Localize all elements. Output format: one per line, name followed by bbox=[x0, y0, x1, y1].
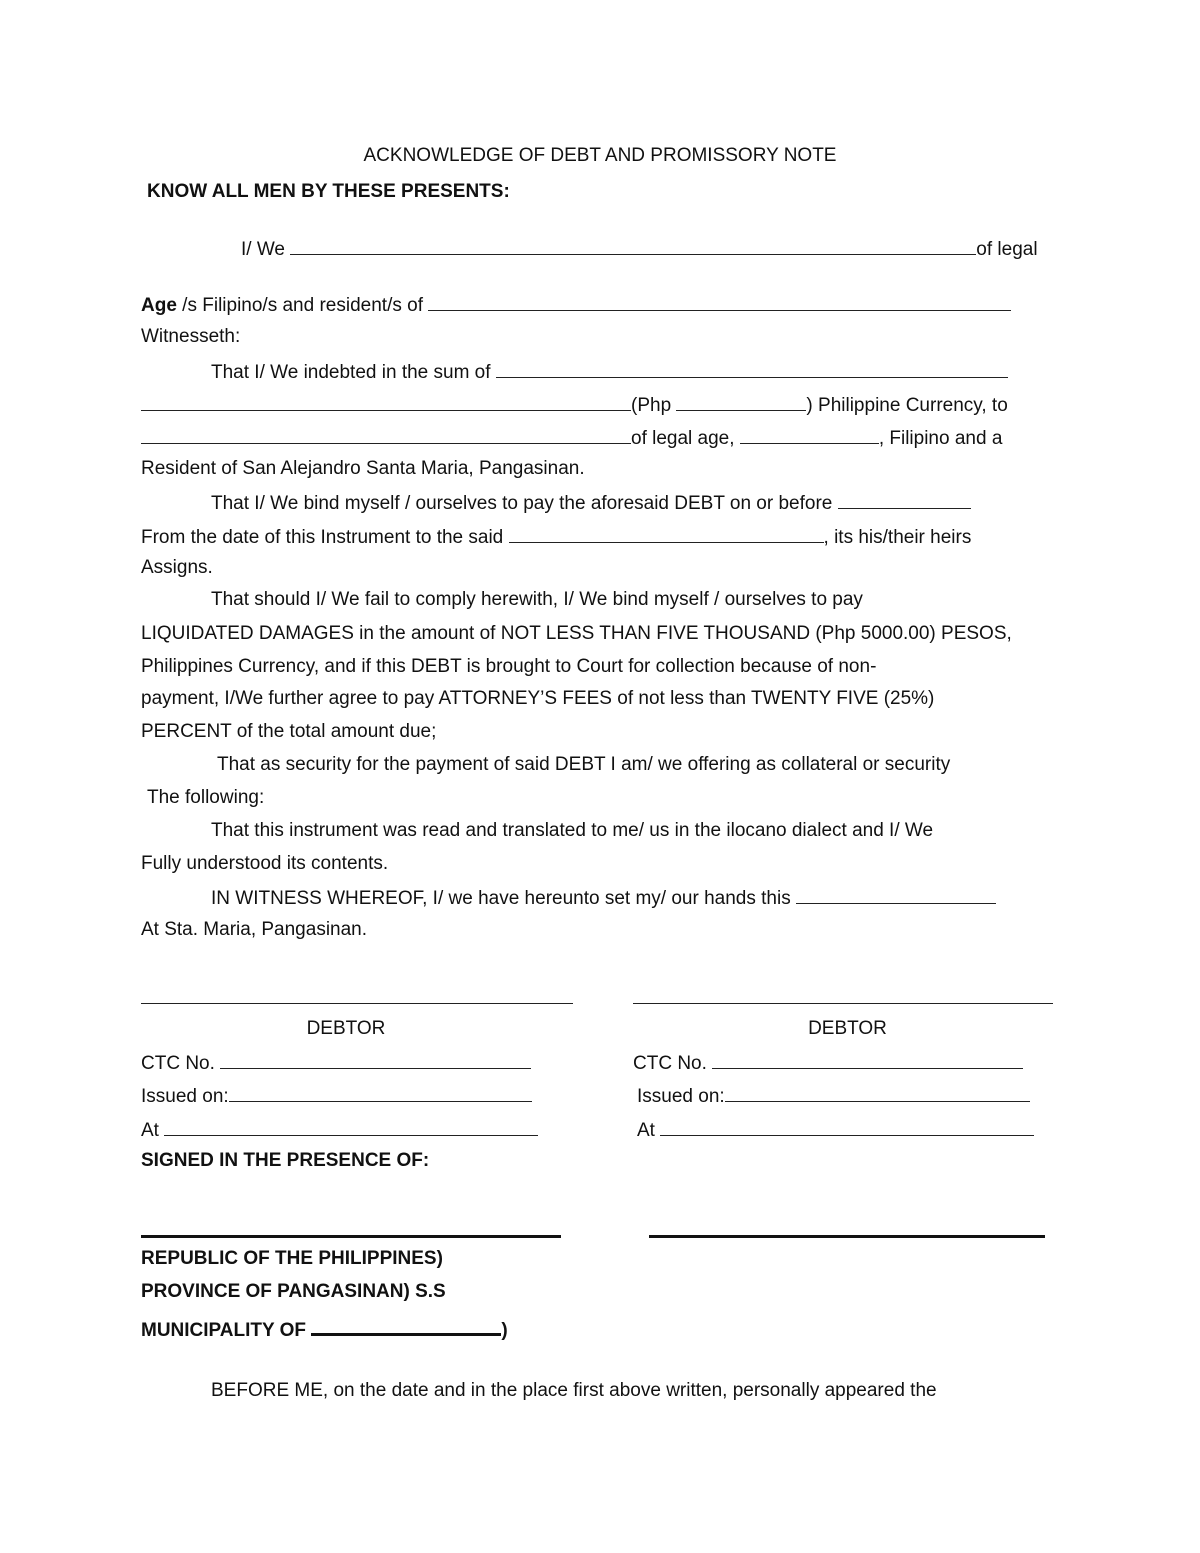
debtor-right-label: DEBTOR bbox=[808, 1018, 887, 1039]
issued-left-blank bbox=[229, 1084, 532, 1102]
creditor-blank bbox=[509, 525, 824, 543]
signed-presence-heading: SIGNED IN THE PRESENCE OF: bbox=[141, 1150, 430, 1171]
fail-para-line-1: That should I/ We fail to comply herewith, I/ We bind myself / ourselves to pay bbox=[211, 589, 863, 610]
fail-para-line-2: LIQUIDATED DAMAGES in the amount of NOT LESS THAN FIVE THOUSAND (Php 5000.00) PESOS, bbox=[141, 623, 1012, 644]
ctc-right-label: CTC No. bbox=[633, 1053, 707, 1074]
fail-para-line-4: payment, I/We further agree to pay ATTORNEY’S FEES of not less than TWENTY FIVE (25%) bbox=[141, 688, 935, 709]
municipality-end: ) bbox=[501, 1320, 508, 1341]
debtor-left-issued bbox=[141, 1084, 532, 1106]
php-label: (Php bbox=[631, 395, 672, 416]
witness-date-blank bbox=[796, 886, 996, 904]
witness-line bbox=[211, 886, 996, 908]
municipality-line bbox=[141, 1316, 508, 1340]
amount-words-blank bbox=[141, 393, 631, 411]
debtor-left-at bbox=[141, 1118, 538, 1140]
at-right-label: At bbox=[637, 1120, 655, 1141]
names-suffix: of legal bbox=[976, 239, 1038, 260]
debtor-right-signature-line bbox=[633, 1003, 1053, 1004]
witness-left-signature-line bbox=[141, 1235, 561, 1238]
security-para-line-2: The following: bbox=[147, 787, 265, 808]
currency-text: ) Philippine Currency, to bbox=[806, 395, 1008, 416]
names-line bbox=[241, 237, 1038, 259]
due-date-blank bbox=[838, 491, 971, 509]
names-blank bbox=[290, 237, 976, 255]
issued-right-label: Issued on: bbox=[637, 1086, 725, 1107]
bind-line bbox=[211, 491, 971, 513]
debtor-left-signature-line bbox=[141, 1003, 573, 1004]
filipino-text: , Filipino and a bbox=[878, 428, 1003, 449]
ctc-left-blank bbox=[220, 1051, 531, 1069]
debtor-left-ctc bbox=[141, 1051, 531, 1073]
fail-para-line-3: Philippines Currency, and if this DEBT is brought to Court for collection because of non- bbox=[141, 656, 877, 677]
debtor-right-issued bbox=[637, 1084, 1030, 1106]
from-text: From the date of this Instrument to the said bbox=[141, 527, 504, 548]
at-left-label: At bbox=[141, 1120, 159, 1141]
ctc-right-blank bbox=[712, 1051, 1023, 1069]
residence-line bbox=[141, 293, 1011, 315]
debtor-right-at bbox=[637, 1118, 1034, 1140]
names-prefix: I/ We bbox=[241, 239, 285, 260]
creditor-name-blank bbox=[141, 426, 631, 444]
assigns-line: Assigns. bbox=[141, 557, 213, 578]
legal-age-text: of legal age, bbox=[631, 428, 735, 449]
sum-blank bbox=[496, 360, 1008, 378]
security-para-line-1: That as security for the payment of said DEBT I am/ we offering as collateral or security bbox=[217, 754, 951, 775]
residence-text: /s Filipino/s and resident/s of bbox=[176, 295, 423, 316]
issued-left-label: Issued on: bbox=[141, 1086, 229, 1107]
php-line bbox=[141, 393, 1008, 415]
witnesseth-label: Witnesseth: bbox=[141, 326, 241, 347]
from-line bbox=[141, 525, 971, 547]
witness-text: IN WITNESS WHEREOF, I/ we have hereunto set my/ our hands this bbox=[211, 888, 791, 909]
php-amount-blank bbox=[676, 393, 806, 411]
sum-line bbox=[211, 360, 1008, 382]
residence-blank bbox=[428, 293, 1011, 311]
place-line: At Sta. Maria, Pangasinan. bbox=[141, 919, 368, 940]
municipality-blank bbox=[311, 1316, 501, 1336]
ctc-left-label: CTC No. bbox=[141, 1053, 215, 1074]
issued-right-blank bbox=[725, 1084, 1030, 1102]
sum-text: That I/ We indebted in the sum of bbox=[211, 362, 491, 383]
opening-line: KNOW ALL MEN BY THESE PRESENTS: bbox=[147, 181, 510, 202]
translated-para-line-1: That this instrument was read and translated to me/ us in the ilocano dialect and I/ We bbox=[211, 820, 934, 841]
before-me-line: BEFORE ME, on the date and in the place first above written, personally appeared the bbox=[211, 1380, 937, 1401]
republic-line: REPUBLIC OF THE PHILIPPINES) bbox=[141, 1248, 443, 1269]
witness-right-signature-line bbox=[649, 1235, 1045, 1238]
at-left-blank bbox=[164, 1118, 538, 1136]
age-label: Age bbox=[141, 295, 177, 316]
civil-status-blank bbox=[740, 426, 879, 444]
creditor-line bbox=[141, 426, 1002, 448]
debtor-left-label: DEBTOR bbox=[306, 1018, 386, 1039]
fail-para-line-5: PERCENT of the total amount due; bbox=[141, 721, 437, 742]
translated-para-line-2: Fully understood its contents. bbox=[141, 853, 389, 874]
at-right-blank bbox=[660, 1118, 1034, 1136]
resident-line: Resident of San Alejandro Santa Maria, Pangasinan. bbox=[141, 458, 585, 479]
bind-text: That I/ We bind myself / ourselves to pay the aforesaid DEBT on or before bbox=[211, 493, 833, 514]
province-line: PROVINCE OF PANGASINAN) S.S bbox=[141, 1281, 446, 1302]
document-title: ACKNOWLEDGE OF DEBT AND PROMISSORY NOTE bbox=[363, 145, 837, 166]
debtor-right-ctc bbox=[633, 1051, 1023, 1073]
municipality-label: MUNICIPALITY OF bbox=[141, 1320, 307, 1341]
heirs-text: , its his/their heirs bbox=[823, 527, 972, 548]
